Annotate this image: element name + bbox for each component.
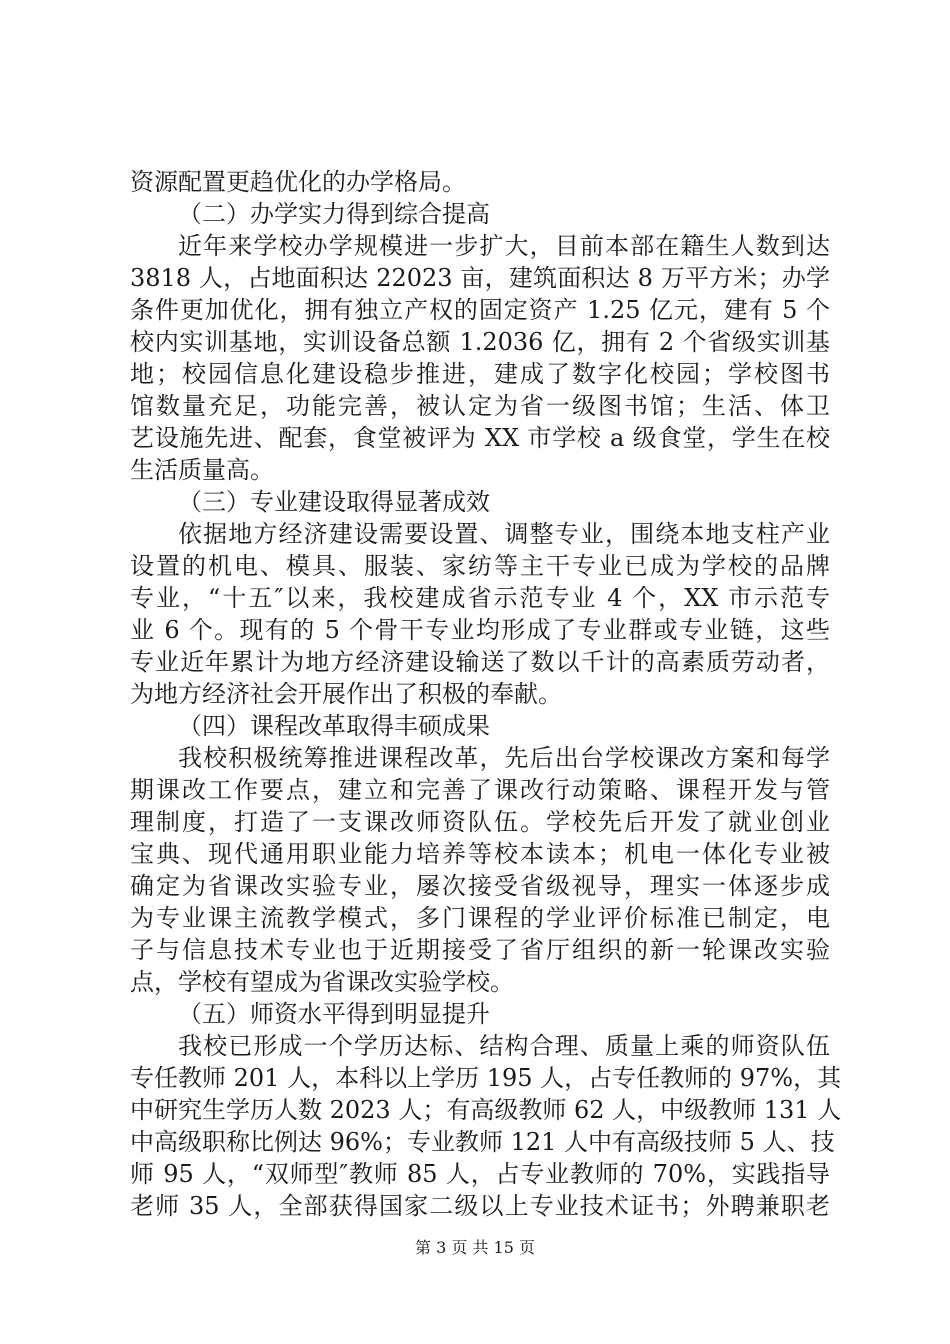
- section-heading: （二）办学实力得到综合提高: [178, 200, 490, 228]
- body-line: 艺设施先进、配套，食堂被评为 XX 市学校 a 级食堂，学生在校: [130, 424, 830, 452]
- body-line: 近年来学校办学规模进一步扩大，目前本部在籍生人数到达: [178, 232, 830, 260]
- body-line: 我校已形成一个学历达标、结构合理、质量上乘的师资队伍: [178, 1032, 830, 1060]
- body-line: 宝典、现代通用职业能力培养等校本读本；机电一体化专业被: [130, 840, 830, 868]
- body-line: 资源配置更趋优化的办学格局。: [130, 168, 466, 196]
- body-line: 专业，“十五″以来，我校建成省示范专业 4 个，XX 市示范专: [130, 584, 830, 612]
- body-line: 设置的机电、模具、服装、家纺等主干专业已成为学校的品牌: [130, 552, 830, 580]
- section-heading: （三）专业建设取得显著成效: [178, 488, 490, 516]
- body-line: 生活质量高。: [130, 456, 274, 484]
- body-line: 理制度，打造了一支课改师资队伍。学校先后开发了就业创业: [130, 808, 830, 836]
- body-line: 老师 35 人，全部获得国家二级以上专业技术证书；外聘兼职老: [130, 1192, 830, 1220]
- body-line: 期课改工作要点，建立和完善了课改行动策略、课程开发与管: [130, 776, 830, 804]
- body-line: 业 6 个。现有的 5 个骨干专业均形成了专业群或专业链，这些: [130, 616, 830, 644]
- body-line: 点，学校有望成为省课改实验学校。: [130, 968, 514, 996]
- body-line: 我校积极统筹推进课程改革，先后出台学校课改方案和每学: [178, 744, 830, 772]
- body-line: 依据地方经济建设需要设置、调整专业，围绕本地支柱产业: [178, 520, 830, 548]
- body-line: 馆数量充足，功能完善，被认定为省一级图书馆；生活、体卫: [130, 392, 830, 420]
- body-line: 条件更加优化，拥有独立产权的固定资产 1.25 亿元，建有 5 个: [130, 296, 830, 324]
- body-line: 中高级职称比例达 96%；专业教师 121 人中有高级技师 5 人、技: [130, 1128, 835, 1156]
- body-line: 地；校园信息化建设稳步推进，建成了数字化校园；学校图书: [130, 360, 830, 388]
- section-heading: （四）课程改革取得丰硕成果: [178, 712, 490, 740]
- body-line: 为地方经济社会开展作出了积极的奉献。: [130, 680, 562, 708]
- body-line: 专业近年累计为地方经济建设输送了数以千计的高素质劳动者，: [130, 648, 830, 676]
- body-line: 校内实训基地，实训设备总额 1.2036 亿，拥有 2 个省级实训基: [130, 328, 830, 356]
- body-line: 子与信息技术专业也于近期接受了省厅组织的新一轮课改实验: [130, 936, 830, 964]
- body-line: 专任教师 201 人，本科以上学历 195 人，占专任教师的 97%，其: [130, 1064, 842, 1092]
- body-line: 中研究生学历人数 2023 人；有高级教师 62 人，中级教师 131 人: [130, 1096, 842, 1124]
- document-body: [130, 166, 842, 1222]
- body-line: 为专业课主流教学模式，多门课程的学业评价标准已制定，电: [130, 904, 830, 932]
- body-line: 师 95 人，“双师型″教师 85 人，占专业教师的 70%，实践指导: [130, 1160, 830, 1188]
- page-footer: 第 3 页 共 15 页: [415, 1238, 535, 1257]
- body-line: 3818 人，占地面积达 22023 亩，建筑面积达 8 万平方米；办学: [130, 264, 830, 292]
- section-heading: （五）师资水平得到明显提升: [178, 1000, 490, 1028]
- body-line: 确定为省课改实验专业，屡次接受省级视导，理实一体逐步成: [130, 872, 830, 900]
